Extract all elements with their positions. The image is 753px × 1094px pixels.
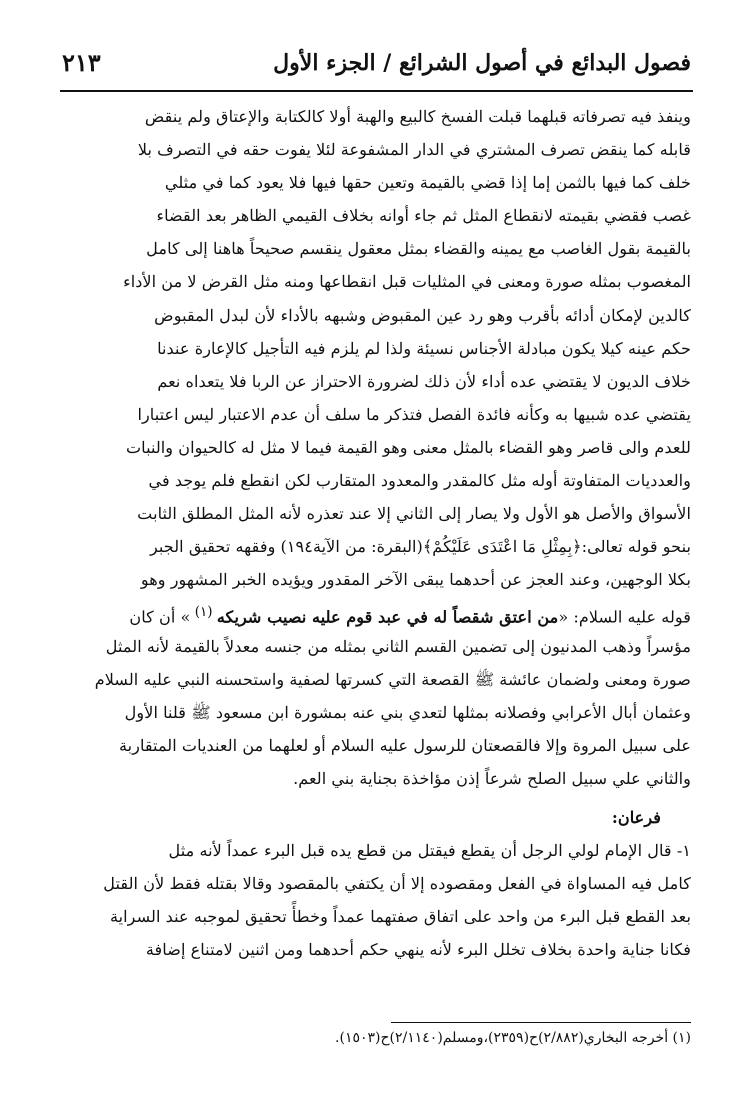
page-header bbox=[62, 46, 691, 88]
running-title: فصول البدائع في أصول الشرائع / الجزء الأول bbox=[273, 50, 691, 76]
text-line: والعدديات المتفاوتة أوله مثل كالمقدر والمعدود المتقارب لكن انقطع فلم يوجد في bbox=[148, 471, 691, 491]
text-line: المغصوب بمثله صورة ومعنى في المثليات قبل انقطاعها ومنه مثل القرض لا من الأداء bbox=[123, 272, 691, 292]
footnote: (١) أخرجه البخاري(٢/٨٨٢)ح(٢٣٥٩)،ومسلم(٢/١١٤٠)ح(١٥٠٣). bbox=[335, 1030, 691, 1046]
footnote-rule bbox=[391, 1022, 691, 1023]
header-rule bbox=[60, 90, 693, 92]
text-line: على سبيل المروة وإلا فالقصعتان للرسول عليه السلام أو لعلهما من العنديات المتقاربة bbox=[118, 735, 691, 755]
hadith-quote: من اعتق شقصاً له في عبد قوم عليه نصيب شريكه bbox=[216, 607, 559, 627]
text-line: الأسواق والأصل هو الأول ولا يصار إلى الثاني إلا عند تعذره لأنه المثل المطلق الثابت bbox=[137, 504, 691, 524]
text-line: قابله كما ينقض تصرف المشتري في الدار المشفوعة لئلا يفوت حقه في التصرف بلا bbox=[137, 140, 691, 160]
text-line: وعثمان أبال الأعرابي وفصلانه بمثلها لتعدي بني عنه بمشورة ابن مسعود ﷺ قلنا الأول bbox=[124, 702, 691, 722]
text-line: غصب فقضي بقيمته لانقطاع المثل ثم جاء أوانه بخلاف القيمي الظاهر بعد القضاء bbox=[156, 206, 691, 226]
hadith-prefix: قوله عليه السلام: « bbox=[558, 607, 691, 627]
text-line: كامل فيه المساواة في الفعل ومقصوده إلا أن يكتفي بالمقصود وقالا بقتله فقط لأن القتل bbox=[103, 874, 691, 894]
text-line: بعد القطع قبل البرء من واحد على اتفاق صفتهما عمداً وخطأً تحقيق لموجبه عند السراية bbox=[110, 907, 691, 927]
section-subheading: فرعان: bbox=[611, 807, 661, 827]
text-line: ١- قال الإمام لولي الرجل أن يقطع فيقتل من قطع يده قبل البرء عمداً لأنه مثل bbox=[168, 841, 691, 861]
text-line: بنحو قوله تعالى:﴿بِمِثْلِ مَا اعْتَدَى عَلَيْكُمْ﴾(البقرة: من الآية١٩٤) وفقهه تحقيق الجبر bbox=[149, 537, 691, 557]
footnote-ref[interactable]: (١) bbox=[190, 604, 217, 621]
text-line: كالدين لإمكان أدائه بأقرب وهو رد عين المقبوض وشبهه بالأداء لأن لبدل المقبوض bbox=[154, 305, 691, 325]
text-line: فكانا جناية واحدة بخلاف تخلل البرء لأنه ينهي حكم أحدهما ومن اثنين لامتناع إضافة bbox=[145, 940, 691, 960]
text-line: والثاني علي سبيل الصلح شرعاً إذن مؤاخذة بجناية بني العم. bbox=[293, 768, 691, 788]
text-line: وينفذ فيه تصرفاته قبلهما قبلت الفسخ كالبيع والهبة أولا كالكتابة والإعتاق ولم ينقض bbox=[144, 107, 691, 126]
text-line: بكلا الوجهين، وعند العجز عن أحدهما يبقى الآخر المقدور ويؤيده الخبر المشهور وهو bbox=[140, 570, 691, 590]
text-line: خلف كما فيها بالثمن إما إذا قضي بالقيمة وتعين حقها فيها فلا يعود كما في مثلي bbox=[164, 173, 691, 193]
text-line: حكم عينه كيلا يكون مبادلة الأجناس نسيئة ولذا لم يلزم فيه التأجيل كالإعارة عندنا bbox=[157, 338, 691, 358]
body-text bbox=[62, 100, 691, 966]
text-line: للعدم والى قاصر وهو القضاء بالمثل معنى وهو القيمة فيما لا مثل له كالحيوان والنبات bbox=[125, 437, 691, 457]
text-line: يقتضي عده شبيها به وكأنه فائدة الفصل فتذكر ما سلف أن عدم الاعتبار ليس اعتبارا bbox=[137, 404, 691, 424]
hadith-suffix: » أن كان bbox=[129, 607, 191, 627]
page-number: ٢١٣ bbox=[62, 48, 101, 77]
text-line: خلاف الديون لا يقتضي عده أداء لأن ذلك لضرورة الاحتراز عن الربا فلا يتعداه نعم bbox=[157, 371, 691, 391]
text-line: بالقيمة بقول الغاصب مع يمينه والقضاء بمثل معقول ينقسم صحيحاً هاهنا إلى كامل bbox=[146, 239, 691, 259]
hadith-line bbox=[62, 596, 691, 629]
text-line: مؤسراً وذهب المدنيون إلى تضمين القسم الثاني بمثله من جنسه معدلاً بالقيمة لأنه المثل bbox=[105, 636, 691, 656]
text-line: صورة ومعنى ولضمان عائشة ﷺ القصعة التي كسرتها لصفية واستحسنه النبي عليه السلام bbox=[94, 669, 691, 689]
